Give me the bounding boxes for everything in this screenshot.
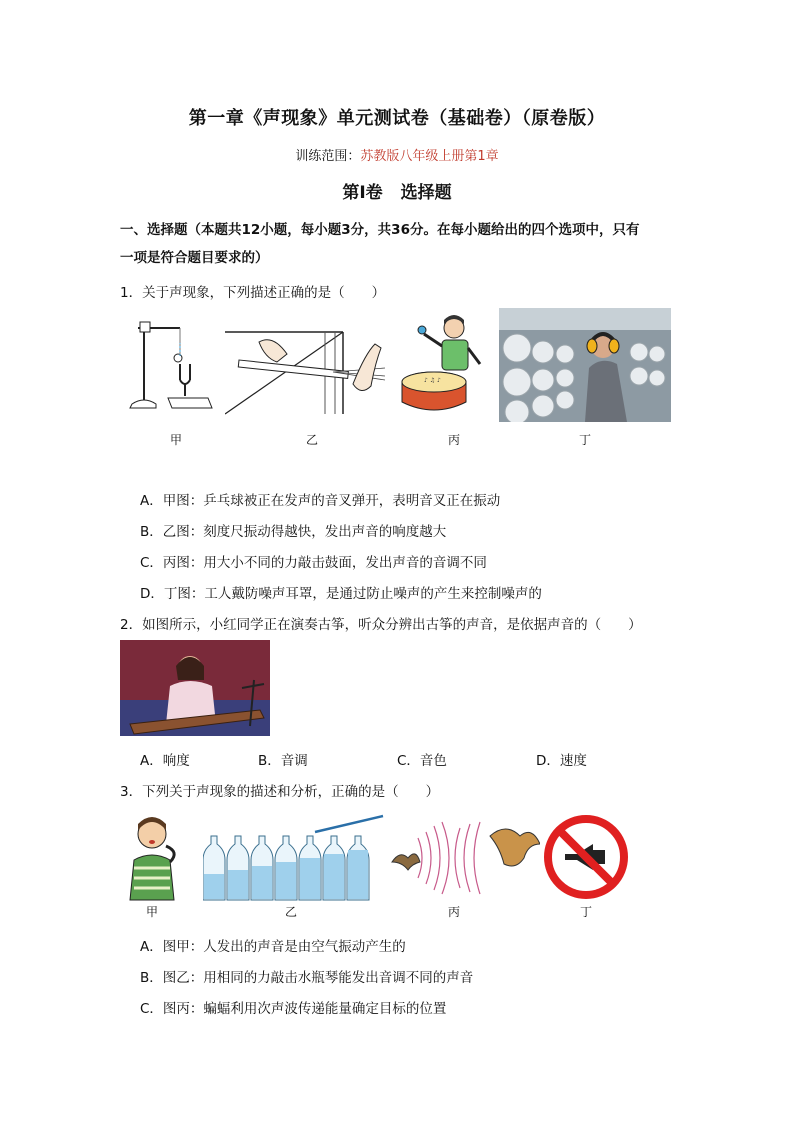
q3-option-c: C．图丙：蝙蝠利用次声波传递能量确定目标的位置 — [140, 1001, 447, 1017]
q1-option-a: A．甲图：乒乓球被正在发声的音叉弹开，表明音叉正在振动 — [140, 493, 501, 509]
scope-value: 苏教版八年级上册第1章 — [360, 149, 499, 164]
q1-caption-bing: 丙 — [447, 433, 460, 447]
q3-caption-jia: 甲 — [145, 905, 158, 919]
question-2-stem: 2．如图所示，小红同学正在演奏古筝，听众分辨出古筝的声音，是依据声音的（ ） — [120, 617, 642, 633]
ruler-vibration-figure — [225, 324, 399, 418]
part-heading — [0, 178, 794, 203]
earmuff-worker-photo — [499, 308, 671, 422]
singing-person-figure — [120, 812, 184, 902]
q3-caption-ding: 丁 — [579, 905, 592, 919]
page-title: 第一章《声现象》单元测试卷（基础卷）（原卷版） — [188, 108, 606, 129]
q2-option-a: A．响度 — [140, 753, 190, 769]
q1-caption-yi: 乙 — [305, 433, 318, 447]
drum-figure — [398, 312, 490, 420]
q2-option-b: B．音调 — [258, 753, 308, 769]
q2-option-d: D．速度 — [536, 753, 587, 769]
q1-caption-jia: 甲 — [169, 433, 182, 447]
bat-echolocation-figure — [390, 818, 540, 900]
q2-option-c: C．音色 — [397, 753, 447, 769]
part-title: 第Ⅰ卷 — [342, 183, 383, 203]
section-heading-line-1: 一、选择题（本题共12小题，每小题3分，共36分。在每小题给出的四个选项中，只有 — [120, 222, 640, 238]
q1-option-c: C．丙图：用大小不同的力敲击鼓面，发出声音的音调不同 — [140, 555, 487, 571]
q1-option-d: D．丁图：工人戴防噪声耳罩，是通过防止噪声的产生来控制噪声的 — [140, 586, 542, 602]
q1-caption-ding: 丁 — [578, 433, 591, 447]
guzheng-player-photo — [120, 640, 270, 736]
tuning-fork-figure — [124, 318, 216, 418]
question-1-stem: 1．关于声现象，下列描述正确的是（ ） — [120, 285, 386, 301]
q3-option-b: B．图乙：用相同的力敲击水瓶琴能发出音调不同的声音 — [140, 970, 474, 986]
svg-text:♪ ♫ ♪: ♪ ♫ ♪ — [424, 377, 441, 384]
q1-option-b: B．乙图：刻度尺振动得越快，发出声音的响度越大 — [140, 524, 447, 540]
training-scope — [0, 145, 794, 164]
section-heading-line-2: 一项是符合题目要求的） — [120, 250, 269, 266]
scope-label: 训练范围： — [295, 149, 361, 164]
question-3-stem: 3．下列关于声现象的描述和分析，正确的是（ ） — [120, 784, 440, 800]
q3-option-a: A．图甲：人发出的声音是由空气振动产生的 — [140, 939, 406, 955]
part-subtitle: 选择题 — [400, 183, 452, 203]
water-bottles-figure — [203, 814, 387, 904]
no-horn-sign-icon — [543, 814, 629, 900]
q3-caption-yi: 乙 — [284, 905, 297, 919]
q3-caption-bing: 丙 — [447, 905, 460, 919]
